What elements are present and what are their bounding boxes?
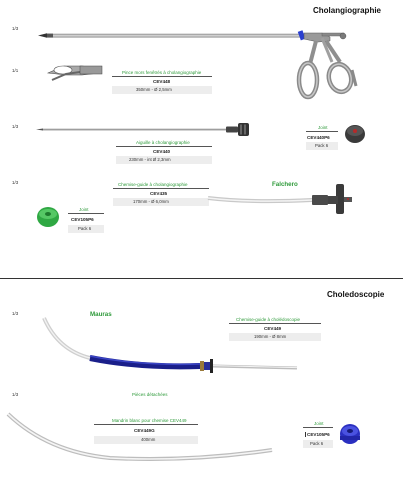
product-caption: Chemise-guide à cholédoscopie xyxy=(236,317,301,322)
product-caption: Mandrin blanc pour chemise CEV449 xyxy=(112,418,187,423)
joint-label: Joint xyxy=(318,125,328,130)
product-dims: 230mm - int Ø 2,3mm xyxy=(129,157,171,162)
product-dims: 170mm - Ø 6,0mm xyxy=(133,199,169,204)
section-note: Pièces détachées xyxy=(132,392,168,397)
scale-label: 1/3 xyxy=(12,124,19,129)
scale-label: 1/3 xyxy=(12,26,19,31)
joint-label: Joint xyxy=(79,207,89,212)
product-dims: 350mm - Ø 2,5mm xyxy=(136,87,172,92)
joint-pack: Pack 6 xyxy=(310,441,324,446)
product-code: CEV448 xyxy=(153,79,171,84)
product-caption: Chemise-guide à cholangiographie xyxy=(118,182,188,187)
product-code: CEV435 xyxy=(150,191,168,196)
brand-label: Falchero xyxy=(272,181,298,188)
joint-pack: Pack 6 xyxy=(315,143,329,148)
product-dims: 400mm xyxy=(141,437,156,442)
product-caption: Pince mors fenêtrés à cholangiographie xyxy=(122,70,202,75)
scale-label: 1/1 xyxy=(12,68,19,73)
product-dims: 190mm - Ø 8mm xyxy=(254,334,287,339)
joint-pack: Pack 6 xyxy=(78,226,92,231)
product-code: CEV449G xyxy=(134,428,155,433)
product-code: CEV440 xyxy=(153,149,171,154)
scale-label: 1/3 xyxy=(12,392,19,397)
product-caption: Aiguille à cholangiographie xyxy=(136,140,190,145)
joint-code: CEV440P6 xyxy=(307,135,330,140)
joint-label: Joint xyxy=(314,421,324,426)
scale-label: 1/3 xyxy=(12,180,19,185)
product-code: CEV449 xyxy=(264,326,282,331)
section-title-cholangiography: Cholangiographie xyxy=(313,6,381,15)
section-title-choledoscopy: Choledoscopie xyxy=(327,290,385,299)
joint-code: CEV105P6 xyxy=(307,432,330,437)
brand-label: Mauras xyxy=(90,311,112,318)
joint-code: CEV105P6 xyxy=(71,217,94,222)
scale-label: 1/3 xyxy=(12,311,19,316)
